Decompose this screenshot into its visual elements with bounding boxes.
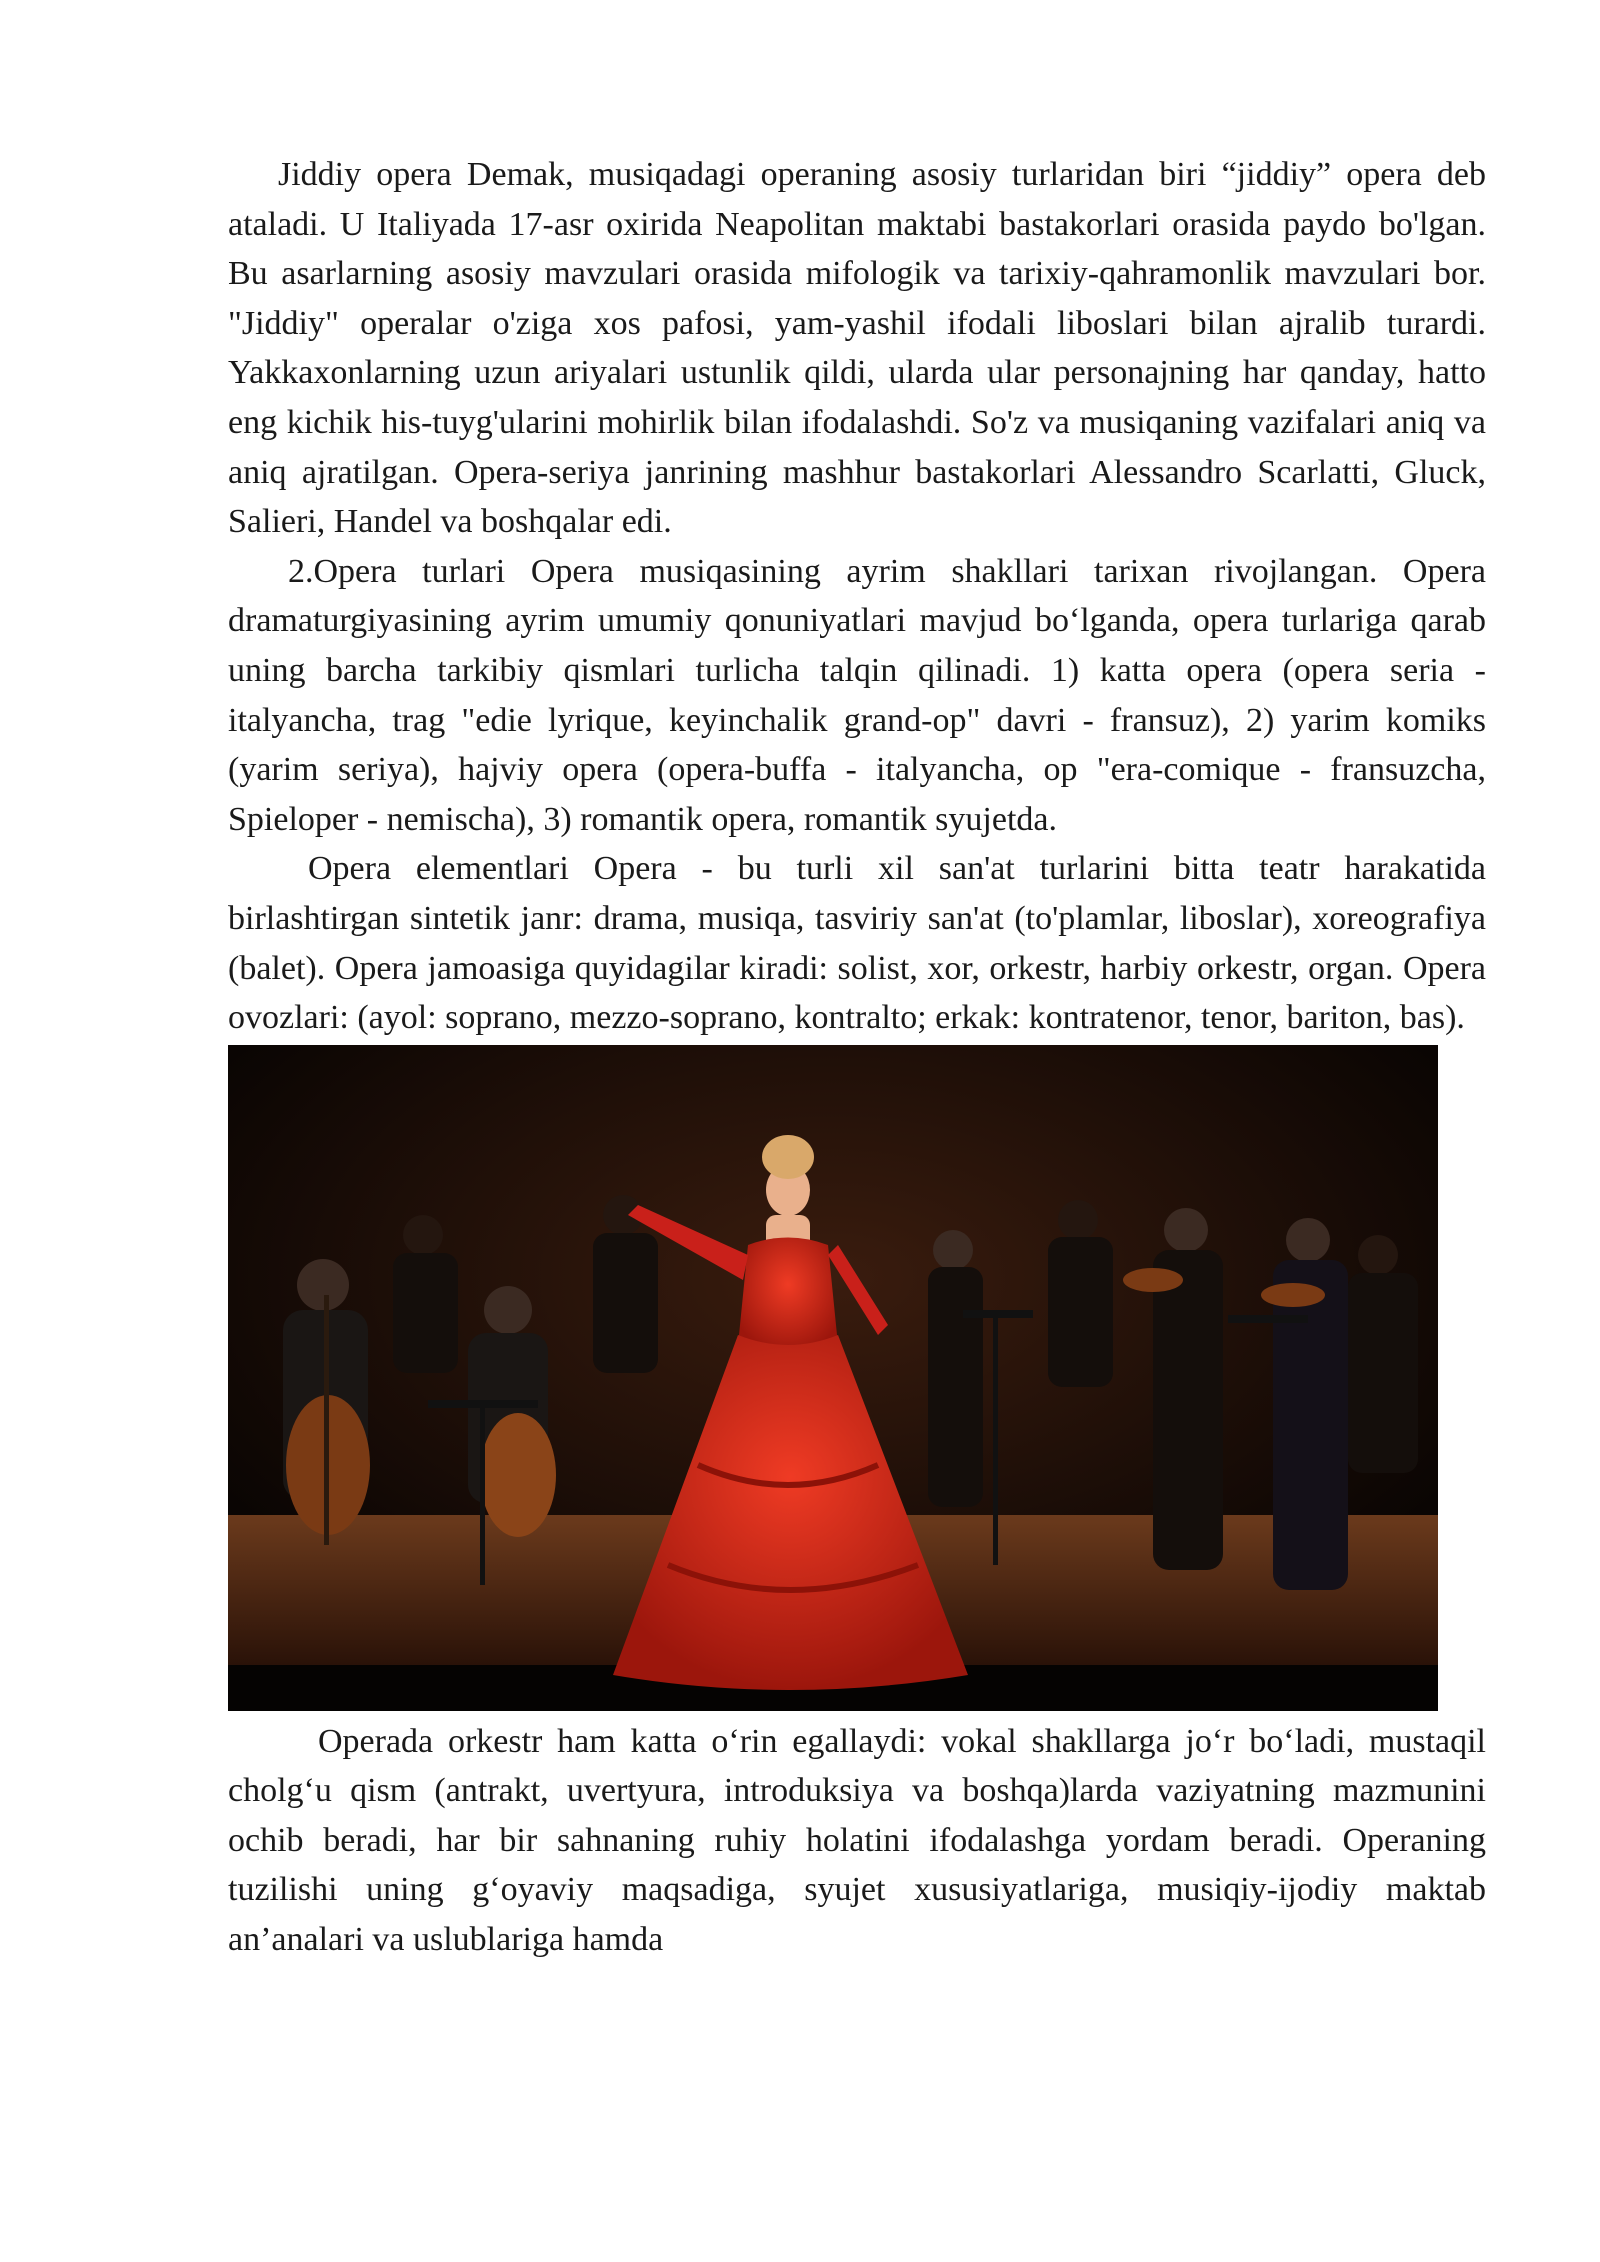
paragraph-opera-elementlari: Opera elementlari Opera - bu turli xil san'at turlarini bitta teatr harakatida birlashtirgan sintetik janr: drama, musiqa, tasviriy san'at (to'plamlar, liboslar), xoreografiya (balet). Opera jamoasiga quyidagilar kiradi: solist, xor, orkestr, harbiy orkestr, organ. Opera ovozlari: (ayol: soprano, mezzo-soprano, kontralto; erkak: kontratenor, tenor, bariton, bas). [228, 850, 1486, 1037]
opera-performance-photo [228, 1045, 1438, 1711]
paragraph-jiddiy-opera: Jiddiy opera Demak, musiqadagi operaning asosiy turlaridan biri “jiddiy” opera deb ataladi. U Italiyada 17-asr oxirida Neapolitan maktabi bastakorlari orasida paydo bo'lgan. Bu asarlarning asosiy mavzulari orasida mifologik va tarixiy-qahramonlik mavzulari bor. "Jiddiy" operalar o'ziga xos pafosi, yam-yashil ifodali liboslari bilan ajralib turardi. Yakkaxonlarning uzun ariyalari ustunlik qildi, ularda ular personajning har qanday, hatto eng kichik his-tuyg'ularini mohirlik bilan ifodalashdi. So'z va musiqaning vazifalari aniq va aniq ajratilgan. Opera-seriya janrining mashhur bastakorlari Alessandro Scarlatti, Gluck, Salieri, Handel va boshqalar edi. [228, 156, 1486, 541]
opera-stage-illustration [228, 1045, 1438, 1711]
paragraph-opera-turlari: 2.Opera turlari Opera musiqasining ayrim shakllari tarixan rivojlangan. Opera dramaturgiyasining ayrim umumiy qonuniyatlari mavjud bo‘lganda, opera turlariga qarab uning barcha tarkibiy qismlari turlicha talqin qilinadi. 1) katta opera (opera seria - italyancha, trag "edie lyrique, keyinchalik grand-op" davri - fransuz), 2) yarim komiks (yarim seriya), hajviy opera (opera-buffa - italyancha, op "era-comique - fransuzcha, Spieloper - nemischa), 3) romantik opera, romantik syujetda. [228, 552, 1486, 838]
paragraph-orkestr: Operada orkestr ham katta o‘rin egallaydi: vokal shakllarga jo‘r bo‘ladi, mustaqil cholg‘u qism (antrakt, uvertyura, introduksiya va boshqa)larda vaziyatning mazmunini ochib beradi, har bir sahnaning ruhiy holatini ifodalashga yordam beradi. Operaning tuzilishi uning g‘oyaviy maqsadiga, syujet xususiyatlariga, musiqiy-ijodiy maktab an’analari va uslublariga hamda [228, 1722, 1486, 1959]
document-page [228, 150, 1486, 1965]
